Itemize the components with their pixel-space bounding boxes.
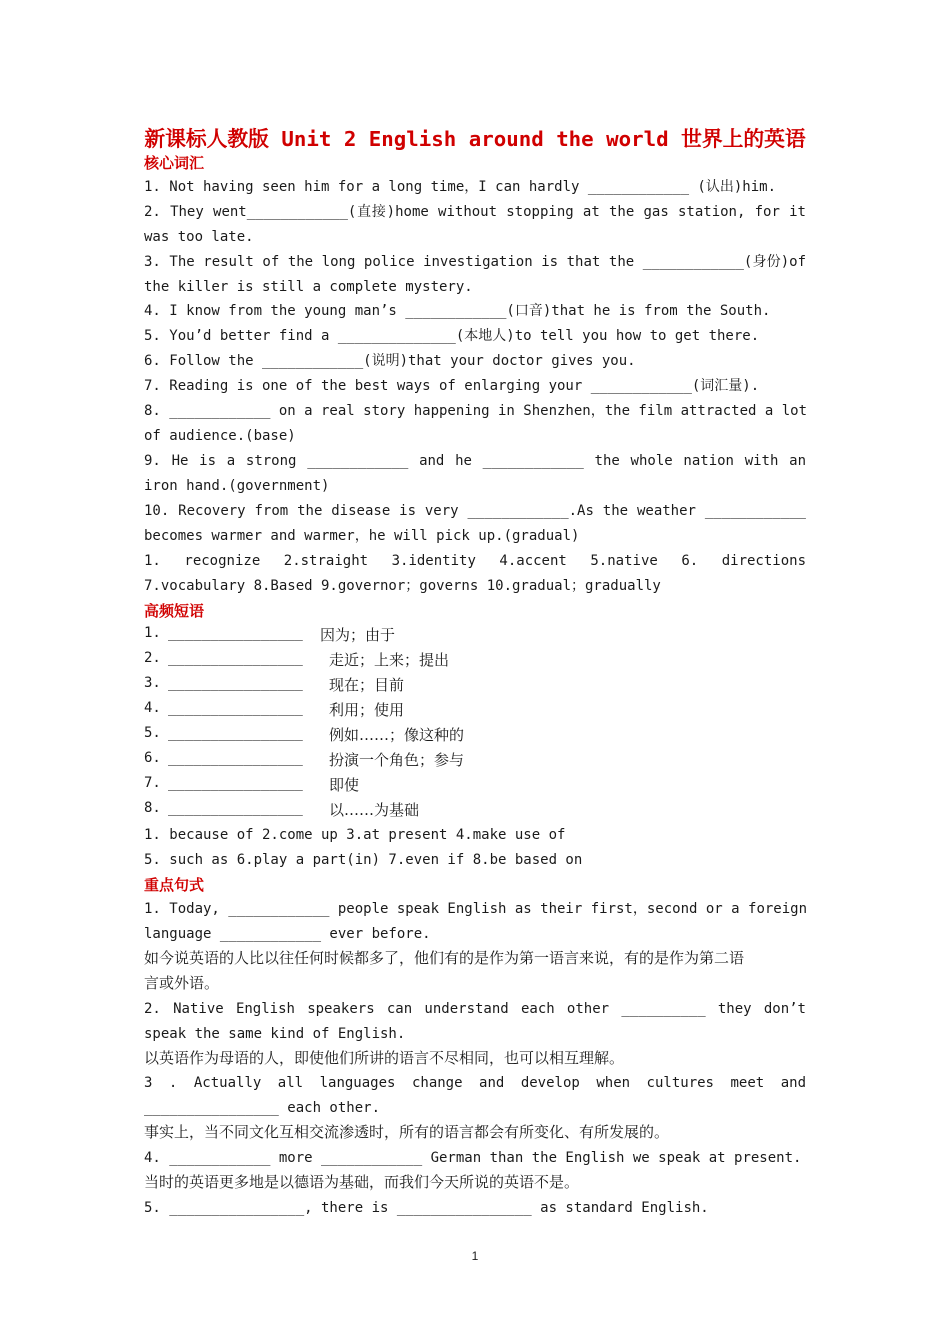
phrase-meaning: 利用；使用 <box>329 701 405 719</box>
phrase-number: 8. <box>144 800 161 816</box>
phrase-meaning: 例如……；像这种的 <box>329 726 465 744</box>
section-heading-phrases: 高频短语 <box>144 602 205 620</box>
sentence-line: 2. Native English speakers can understand each other __________ they don’t <box>144 1001 806 1017</box>
vocab-line: 2. They went____________(直接)home without stopping at the gas station, for it <box>144 204 806 220</box>
phrase-number: 5. <box>144 725 161 741</box>
vocab-line: 10. Recovery from the disease is very ____________.As the weather ____________ <box>144 503 806 519</box>
phrase-blank: ________________ <box>168 775 303 791</box>
sentence-translation: 当时的英语更多地是以德语为基础，而我们今天所说的英语不是。 <box>144 1173 580 1191</box>
vocab-line: 1. Not having seen him for a long time，I can hardly ____________ (认出)him. <box>144 179 777 195</box>
phrase-blank: ________________ <box>168 800 303 816</box>
sentence-line: 1. Today, ____________ people speak English as their first，second or a foreign <box>144 901 808 917</box>
phrase-number: 2. <box>144 650 161 666</box>
vocab-line: 3. The result of the long police investigation is that the ____________(身份)of <box>144 254 806 270</box>
phrase-meaning: 走近；上来；提出 <box>329 651 450 669</box>
phrase-number: 3. <box>144 675 161 691</box>
vocab-line: 8. ____________ on a real story happening in Shenzhen，the film attracted a lot <box>144 403 808 419</box>
phrase-number: 1. <box>144 625 161 641</box>
phrase-meaning: 现在；目前 <box>329 676 405 694</box>
vocab-line: of audience.(base) <box>144 428 296 444</box>
vocab-line: the killer is still a complete mystery. <box>144 279 473 295</box>
phrase-number: 7. <box>144 775 161 791</box>
phrase-blank: ________________ <box>168 625 303 641</box>
phrase-blank: ________________ <box>168 675 303 691</box>
section-heading-vocab: 核心词汇 <box>144 154 205 172</box>
phrase-number: 4. <box>144 700 161 716</box>
sentence-line: ________________ each other. <box>144 1100 381 1116</box>
page-number: 1 <box>471 1249 479 1263</box>
vocab-line: 5. You’d better find a ______________(本地人)to tell you how to get there. <box>144 328 760 344</box>
sentence-line: 4. ____________ more ____________ German than the English we speak at present. <box>144 1150 802 1166</box>
phrase-blank: ________________ <box>168 700 303 716</box>
vocab-answers: 1. recognize 2.straight 3.identity 4.accent 5.native 6. directions <box>144 553 806 569</box>
vocab-line: 4. I know from the young man’s ____________(口音)that he is from the South. <box>144 303 771 319</box>
vocab-line: 6. Follow the ____________(说明)that your doctor gives you. <box>144 353 636 369</box>
phrase-meaning: 即使 <box>329 776 360 794</box>
vocab-line: was too late. <box>144 229 254 245</box>
vocab-line: iron hand.(government) <box>144 478 330 494</box>
phrase-number: 6. <box>144 750 161 766</box>
vocab-answers: 7.vocabulary 8.Based 9.governor；governs 10.gradual；gradually <box>144 578 661 594</box>
vocab-line: 7. Reading is one of the best ways of enlarging your ____________(词汇量). <box>144 378 760 394</box>
section-heading-sentences: 重点句式 <box>144 876 205 894</box>
phrase-meaning: 扮演一个角色；参与 <box>329 751 465 769</box>
page-title: 新课标人教版 Unit 2 English around the world 世界上的英语 <box>144 127 806 151</box>
sentence-line: language ____________ ever before. <box>144 926 431 942</box>
phrase-blank: ________________ <box>168 650 303 666</box>
phrase-blank: ________________ <box>168 725 303 741</box>
sentence-line: speak the same kind of English. <box>144 1026 406 1042</box>
sentence-translation: 事实上，当不同文化互相交流渗透时，所有的语言都会有所变化、有所发展的。 <box>144 1123 670 1141</box>
sentence-line: 3 . Actually all languages change and develop when cultures meet and <box>144 1075 806 1091</box>
vocab-line: 9. He is a strong ____________ and he ____________ the whole nation with an <box>144 453 806 469</box>
phrase-meaning: 以……为基础 <box>329 801 420 819</box>
vocab-line: becomes warmer and warmer，he will pick up.(gradual) <box>144 528 580 544</box>
phrase-blank: ________________ <box>168 750 303 766</box>
sentence-translation: 言或外语。 <box>144 974 220 992</box>
sentence-line: 5. ________________, there is ________________ as standard English. <box>144 1200 709 1216</box>
sentence-translation: 以英语作为母语的人，即使他们所讲的语言不尽相同，也可以相互理解。 <box>144 1049 625 1067</box>
phrase-answers: 5. such as 6.play a part(in) 7.even if 8.be based on <box>144 852 583 868</box>
sentence-translation: 如今说英语的人比以往任何时候都多了，他们有的是作为第一语言来说，有的是作为第二语 <box>144 949 745 967</box>
phrase-answers: 1. because of 2.come up 3.at present 4.make use of <box>144 827 566 843</box>
phrase-meaning: 因为；由于 <box>320 626 396 644</box>
